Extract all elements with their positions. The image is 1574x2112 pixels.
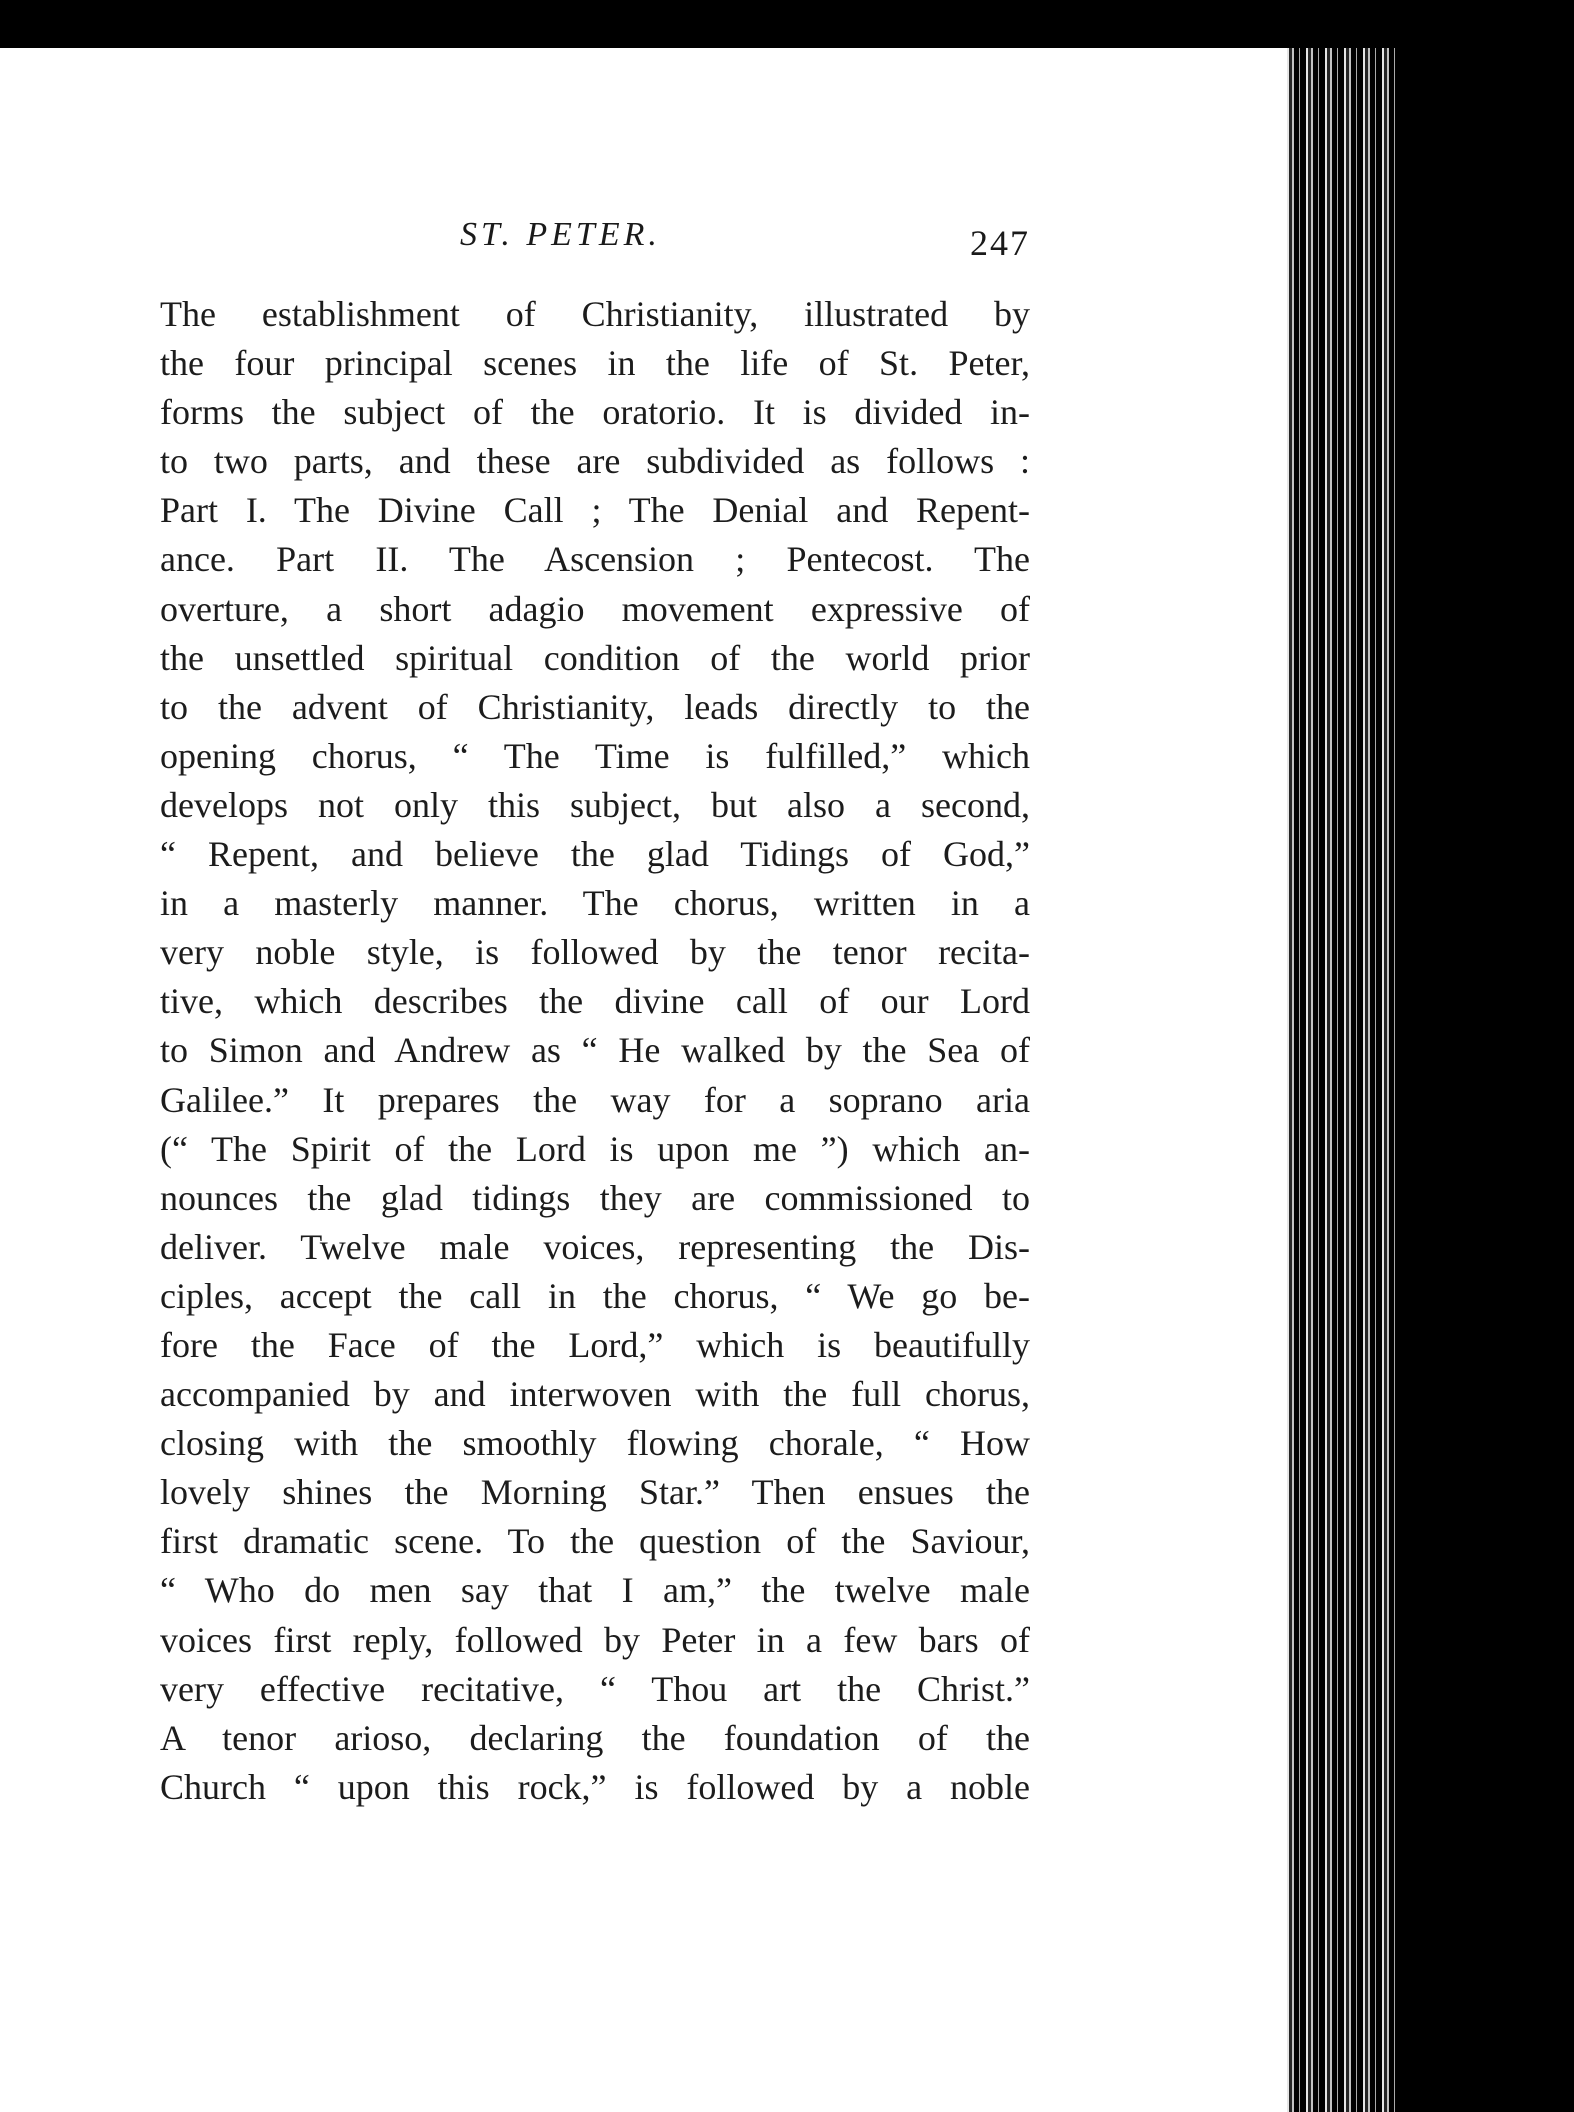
text-line: tive, which describes the divine call of our Lord: [160, 981, 1030, 1022]
text-line: to the advent of Christianity, leads directly to the: [160, 686, 1030, 727]
running-head: [160, 210, 1030, 266]
text-line: to Simon and Andrew as “ He walked by the Sea of: [160, 1030, 1030, 1071]
running-title: ST. PETER.: [460, 216, 661, 253]
text-line: the unsettled spiritual condition of the world prior: [160, 637, 1030, 678]
text-line: ciples, accept the call in the chorus, “ We go be-: [160, 1275, 1030, 1316]
text-line: the four principal scenes in the life of St. Peter,: [160, 343, 1030, 384]
text-line: to two parts, and these are subdivided as follows :: [160, 441, 1030, 482]
text-line: very effective recitative, “ Thou art the Christ.”: [160, 1668, 1030, 1709]
text-line: in a masterly manner. The chorus, written in a: [160, 883, 1030, 924]
text-line: fore the Face of the Lord,” which is beautifully: [160, 1324, 1030, 1365]
text-line: closing with the smoothly flowing chorale, “ How: [160, 1423, 1030, 1464]
text-line: deliver. Twelve male voices, representing the Dis-: [160, 1226, 1030, 1267]
text-line: nounces the glad tidings they are commissioned to: [160, 1177, 1030, 1218]
text-line: accompanied by and interwoven with the full chorus,: [160, 1374, 1030, 1415]
scan-top-border: [0, 0, 1574, 48]
text-line: “ Repent, and believe the glad Tidings of God,”: [160, 834, 1030, 875]
page-edges: [1287, 48, 1397, 2112]
page-number: 247: [970, 223, 1030, 263]
text-line: The establishment of Christianity, illustrated by: [160, 294, 1030, 334]
text-line: very noble style, is followed by the tenor recita-: [160, 932, 1030, 973]
text-line: (“ The Spirit of the Lord is upon me ”) which an-: [160, 1128, 1030, 1169]
text-line: opening chorus, “ The Time is fulfilled,” which: [160, 735, 1030, 776]
text-line: overture, a short adagio movement expressive of: [160, 588, 1030, 629]
text-line: A tenor arioso, declaring the foundation of the: [160, 1717, 1030, 1758]
body-text: [160, 290, 1030, 1812]
text-line: voices first reply, followed by Peter in a few bars of: [160, 1619, 1030, 1660]
text-line: forms the subject of the oratorio. It is divided in-: [160, 392, 1030, 433]
text-line: “ Who do men say that I am,” the twelve male: [160, 1570, 1030, 1611]
text-line: first dramatic scene. To the question of the Saviour,: [160, 1521, 1030, 1562]
text-line: ance. Part II. The Ascension ; Pentecost. The: [160, 539, 1030, 580]
text-line: lovely shines the Morning Star.” Then ensues the: [160, 1472, 1030, 1513]
text-line: Galilee.” It prepares the way for a soprano aria: [160, 1079, 1030, 1120]
text-line: Church “ upon this rock,” is followed by a noble: [160, 1766, 1030, 1807]
text-line: Part I. The Divine Call ; The Denial and Repent-: [160, 490, 1030, 531]
text-line: develops not only this subject, but also a second,: [160, 784, 1030, 825]
